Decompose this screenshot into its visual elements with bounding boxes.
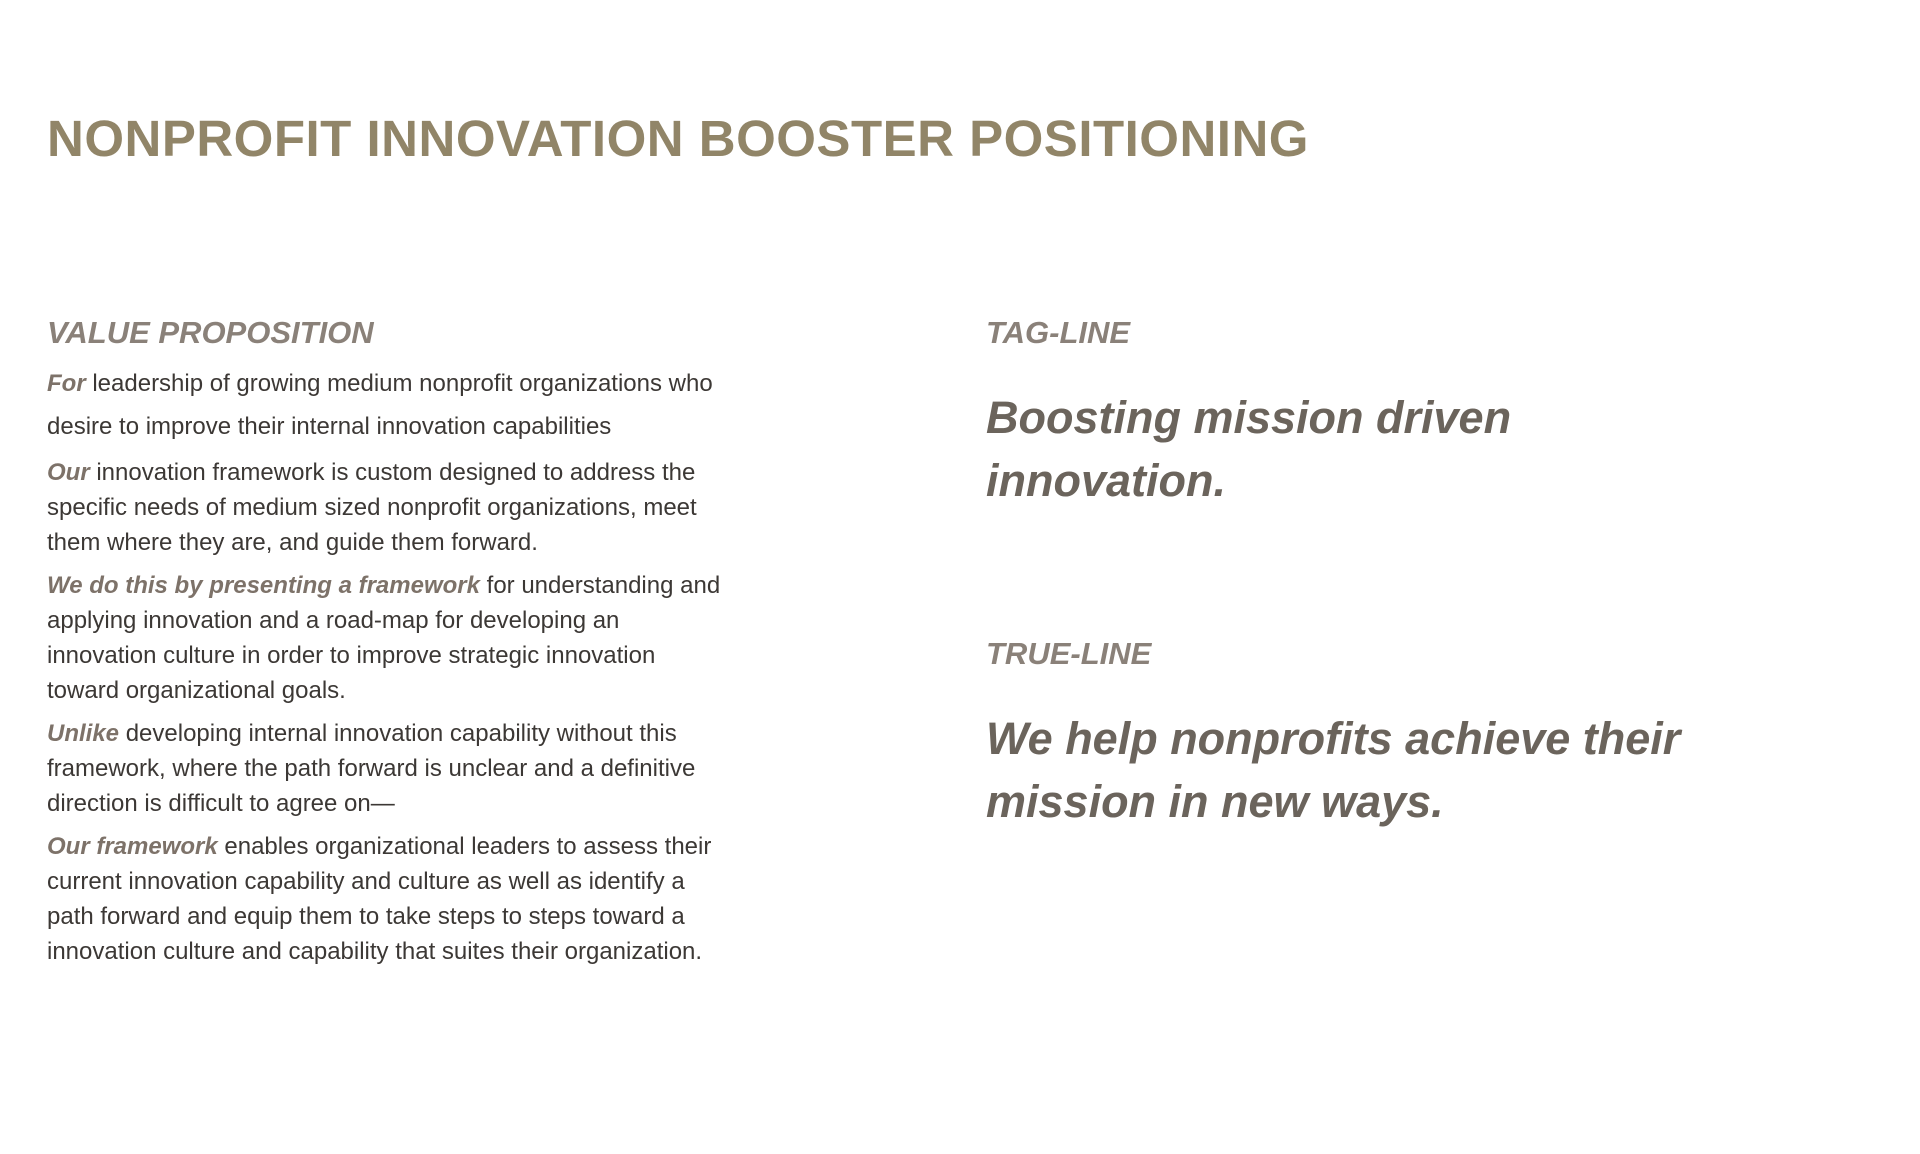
value-proposition-section bbox=[47, 313, 727, 969]
paragraph-text: for understanding and applying innovation and a road-map for developing an innovation culture in order to improve strategic innovation toward organizational goals. bbox=[47, 572, 721, 704]
value-proposition-paragraph-our-framework bbox=[47, 829, 727, 969]
paragraph-text: developing internal innovation capability without this framework, where the path forward is unclear and a definitive direction is difficult to agree on— bbox=[47, 720, 696, 817]
paragraph-lead: We do this by presenting a framework bbox=[47, 572, 480, 599]
value-proposition-paragraph-for bbox=[47, 362, 727, 448]
tag-line-section bbox=[986, 313, 1746, 512]
paragraph-lead: Our framework bbox=[47, 833, 218, 860]
true-line-text: We help nonprofits achieve their mission in new ways. bbox=[986, 713, 1681, 827]
value-proposition-paragraph-unlike bbox=[47, 716, 727, 821]
tag-line-text: Boosting mission driven innovation. bbox=[986, 392, 1512, 506]
paragraph-text: enables organizational leaders to assess their current innovation capability and culture as well as identify a path forward and equip them to take steps to steps toward a innovation culture and capability that suites their organization. bbox=[47, 833, 712, 965]
true-line-section bbox=[986, 634, 1746, 833]
paragraph-text: leadership of growing medium nonprofit organizations who desire to improve their internal innovation capabilities bbox=[47, 370, 713, 440]
value-proposition-paragraph-we-do-this bbox=[47, 568, 727, 708]
tag-line-heading: TAG-LINE bbox=[986, 315, 1131, 350]
true-line-heading: TRUE-LINE bbox=[986, 636, 1152, 671]
paragraph-lead: For bbox=[47, 370, 86, 397]
value-proposition-paragraph-our bbox=[47, 455, 727, 560]
paragraph-lead: Our bbox=[47, 459, 90, 486]
value-proposition-heading: VALUE PROPOSITION bbox=[47, 315, 374, 350]
paragraph-text: innovation framework is custom designed to address the specific needs of medium sized nonprofit organizations, meet them where they are, and guide them forward. bbox=[47, 459, 697, 556]
paragraph-lead: Unlike bbox=[47, 720, 120, 747]
page-title: NONPROFIT INNOVATION BOOSTER POSITIONING bbox=[47, 110, 1309, 167]
